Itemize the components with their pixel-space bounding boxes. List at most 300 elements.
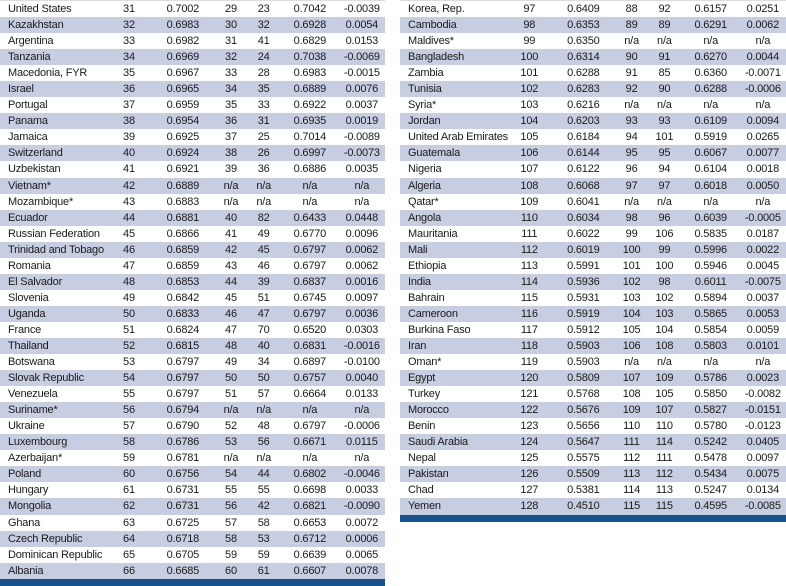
cell-score_b: 0.6797 (293, 307, 327, 320)
cell-rank_b: 104 (622, 307, 641, 320)
cell-rank: 117 (520, 323, 538, 336)
cell-rank_c: 25 (257, 131, 270, 144)
cell-country: Qatar* (408, 195, 439, 208)
cell-country: France (8, 323, 42, 336)
cell-score_b: 0.6837 (293, 275, 327, 288)
table-row (0, 498, 385, 514)
cell-rank: 124 (520, 436, 539, 449)
cell-rank: 32 (123, 19, 135, 32)
cell-rank_b: 106 (622, 340, 641, 352)
cell-rank_b: 43 (225, 259, 237, 272)
cell-score: 0.6859 (166, 243, 200, 256)
table-row (400, 338, 786, 354)
table-row (0, 450, 385, 466)
table-row (400, 450, 786, 466)
table-row (400, 498, 786, 514)
cell-rank_c: 101 (655, 131, 674, 144)
cell-rank: 38 (123, 115, 135, 128)
cell-rank_b: 94 (625, 131, 638, 144)
cell-score: 0.6314 (567, 51, 600, 64)
table-row (0, 322, 385, 338)
cell-rank_b: 53 (225, 436, 237, 449)
table-row (0, 81, 385, 97)
cell-country: India (408, 275, 431, 288)
cell-rank_c: 39 (257, 275, 270, 288)
cell-change: 0.0054 (345, 19, 379, 32)
cell-change: 0.0065 (345, 548, 379, 561)
cell-score: 0.5381 (567, 484, 600, 497)
cell-score_b: 0.6157 (694, 3, 727, 16)
cell-change: -0.0039 (343, 3, 380, 16)
table-row (0, 547, 385, 563)
cell-score_b: 0.6745 (293, 291, 327, 304)
table-row (400, 17, 786, 33)
table-row (400, 402, 786, 418)
cell-rank: 112 (520, 243, 538, 256)
table-row (0, 1, 385, 17)
table-row (400, 418, 786, 434)
cell-change: 0.0134 (746, 484, 780, 497)
cell-rank_b: 96 (625, 163, 638, 176)
cell-score_b: n/a (703, 99, 719, 112)
cell-score_b: 0.6797 (293, 420, 327, 433)
cell-rank_c: 110 (655, 420, 673, 433)
cell-rank_c: 42 (257, 500, 270, 513)
cell-rank_c: 113 (655, 484, 673, 497)
cell-rank_b: 95 (625, 147, 638, 160)
cell-country: Ghana (8, 516, 41, 529)
cell-rank: 49 (123, 291, 135, 304)
cell-rank_c: 50 (257, 372, 270, 385)
cell-country: Tunisia (408, 83, 442, 96)
table-row (0, 290, 385, 306)
cell-rank: 54 (123, 372, 135, 385)
cell-rank_c: 85 (658, 67, 671, 80)
cell-score: 0.6824 (166, 323, 200, 336)
table-row (400, 354, 786, 370)
cell-score_b: 0.6797 (293, 259, 327, 272)
cell-rank_c: 91 (658, 51, 671, 64)
cell-change: 0.0251 (746, 3, 780, 16)
cell-score: 0.5903 (567, 356, 600, 369)
cell-country: Maldives* (408, 35, 454, 48)
cell-rank: 51 (123, 323, 135, 336)
cell-change: -0.0071 (744, 67, 781, 80)
cell-country: Romania (8, 259, 51, 272)
cell-score: 0.6853 (166, 275, 200, 288)
cell-country: Albania (8, 564, 44, 577)
cell-score_b: 0.7042 (293, 3, 327, 16)
cell-rank: 108 (520, 179, 539, 192)
cell-rank_c: 90 (658, 83, 671, 96)
cell-score_b: 0.6018 (694, 179, 727, 192)
table-row (0, 210, 385, 226)
cell-rank: 33 (123, 35, 135, 48)
cell-change: 0.0062 (345, 259, 379, 272)
cell-rank: 116 (520, 307, 538, 320)
table-row (0, 386, 385, 402)
cell-country: Venezuela (8, 388, 58, 401)
cell-score: 0.6954 (166, 115, 200, 128)
cell-rank_b: 34 (225, 83, 237, 96)
cell-score_b: 0.5786 (694, 372, 727, 385)
cell-score_b: 0.7014 (293, 131, 327, 144)
cell-score: 0.6409 (567, 3, 600, 16)
cell-rank: 65 (123, 548, 135, 561)
cell-rank_c: 28 (257, 67, 270, 80)
table-row (400, 290, 786, 306)
table-row (400, 466, 786, 482)
cell-score_b: 0.6639 (293, 548, 327, 561)
cell-country: Jamaica (8, 131, 48, 144)
cell-country: Azerbaijan* (8, 452, 63, 465)
cell-country: Mozambique* (8, 195, 74, 208)
cell-rank_b: 44 (225, 275, 237, 288)
cell-score_b: 0.6831 (293, 340, 327, 352)
cell-rank_b: 115 (623, 500, 641, 513)
cell-rank_c: 61 (257, 564, 270, 577)
cell-score: 0.6144 (567, 147, 600, 160)
cell-rank_b: 40 (225, 211, 237, 224)
cell-score: 0.5991 (567, 259, 600, 272)
table-row (0, 258, 385, 274)
cell-rank: 58 (123, 436, 135, 449)
cell-country: Cambodia (408, 19, 457, 32)
cell-change: 0.0303 (345, 323, 379, 336)
cell-rank_c: 34 (257, 356, 270, 369)
cell-score_b: 0.5865 (694, 307, 727, 320)
table-row (400, 1, 786, 17)
cell-score: 0.6969 (166, 51, 200, 64)
cell-rank_c: 82 (257, 211, 270, 224)
cell-rank_b: n/a (624, 35, 639, 48)
cell-score: 0.6794 (166, 404, 200, 417)
cell-country: Vietnam* (8, 179, 51, 192)
cell-change: -0.0073 (343, 147, 380, 160)
table-row (400, 65, 786, 81)
cell-rank: 35 (123, 67, 135, 80)
cell-rank_b: 39 (225, 163, 237, 176)
cell-rank_b: 89 (625, 19, 638, 32)
cell-score_b: 0.5835 (694, 227, 727, 240)
cell-score_b: n/a (302, 195, 318, 208)
cell-country: Russian Federation (8, 227, 100, 240)
cell-country: El Salvador (8, 275, 63, 288)
cell-score: 0.6797 (166, 356, 200, 369)
cell-score: 0.6781 (166, 452, 200, 465)
cell-rank: 98 (523, 19, 536, 32)
cell-country: Suriname* (8, 404, 58, 417)
cell-score_b: 0.6829 (293, 35, 327, 48)
cell-change: 0.0075 (746, 468, 780, 481)
cell-rank_c: 47 (257, 307, 270, 320)
cell-rank_b: 38 (225, 147, 237, 160)
cell-rank_b: 100 (622, 243, 641, 256)
cell-change: 0.0448 (345, 211, 379, 224)
cell-country: Luxembourg (8, 436, 68, 449)
cell-rank: 102 (520, 83, 539, 96)
cell-rank_c: 102 (655, 291, 674, 304)
cell-change: -0.0069 (343, 51, 380, 64)
cell-rank_c: 70 (257, 323, 270, 336)
cell-change: n/a (354, 452, 370, 465)
cell-rank_b: 88 (625, 3, 638, 16)
cell-rank: 62 (123, 500, 135, 513)
cell-score: 0.6216 (567, 99, 600, 112)
cell-rank_c: 105 (655, 388, 674, 401)
cell-rank: 45 (123, 227, 135, 240)
cell-rank: 118 (520, 340, 538, 352)
cell-score: 0.6833 (166, 307, 200, 320)
cell-score_b: n/a (302, 179, 318, 192)
cell-score_b: 0.5780 (694, 420, 727, 433)
cell-change: -0.0006 (744, 83, 781, 96)
rankings-table-left (0, 0, 385, 586)
cell-score_b: 0.6897 (293, 356, 327, 369)
table-row (0, 17, 385, 33)
cell-rank: 43 (123, 195, 135, 208)
cell-country: Slovak Republic (8, 372, 84, 385)
cell-change: 0.0094 (746, 115, 780, 128)
cell-rank_b: 98 (625, 211, 638, 224)
table-row (400, 49, 786, 65)
cell-score_b: 0.6712 (293, 532, 327, 545)
cell-change: 0.0036 (345, 307, 379, 320)
cell-score: 0.6967 (166, 67, 200, 80)
cell-rank_b: 107 (622, 372, 641, 385)
cell-change: -0.0151 (744, 404, 781, 417)
cell-score_b: 0.6067 (694, 147, 727, 160)
cell-score: 0.6921 (166, 163, 200, 176)
cell-change: 0.0059 (746, 323, 780, 336)
cell-rank_b: 50 (225, 372, 237, 385)
cell-change: -0.0082 (744, 388, 781, 401)
cell-rank_c: 33 (257, 99, 270, 112)
table-row (0, 65, 385, 81)
cell-country: Morocco (408, 404, 449, 417)
cell-change: -0.0085 (744, 500, 781, 513)
cell-rank_b: 91 (625, 67, 638, 80)
cell-rank_b: 110 (623, 420, 641, 433)
cell-score_b: 0.5247 (694, 484, 727, 497)
cell-score: 0.6786 (166, 436, 200, 449)
cell-score: 0.7002 (166, 3, 200, 16)
table-row (0, 194, 385, 210)
cell-score_b: 0.5478 (694, 452, 727, 465)
cell-score: 0.5809 (567, 372, 600, 385)
cell-rank_c: 93 (658, 115, 671, 128)
cell-score_b: 0.6011 (694, 275, 727, 288)
cell-country: Kazakhstan (8, 19, 64, 32)
cell-change: 0.0040 (345, 372, 379, 385)
cell-country: Portugal (8, 99, 48, 112)
table-row (0, 482, 385, 498)
cell-score: 0.6731 (166, 500, 200, 513)
cell-change: -0.0046 (343, 468, 380, 481)
table-row (0, 370, 385, 386)
cell-rank_b: 56 (225, 500, 237, 513)
cell-rank: 61 (123, 484, 135, 497)
cell-rank_b: 105 (622, 323, 641, 336)
cell-rank: 56 (123, 404, 135, 417)
cell-score_b: 0.6698 (293, 484, 327, 497)
cell-score: 0.5647 (567, 436, 600, 449)
cell-rank_c: n/a (657, 356, 672, 369)
cell-score_b: 0.6433 (293, 211, 327, 224)
cell-score_b: 0.6886 (293, 163, 327, 176)
cell-change: 0.0077 (746, 147, 780, 160)
cell-country: Benin (408, 420, 436, 433)
cell-score: 0.5936 (567, 275, 600, 288)
cell-rank: 60 (123, 468, 135, 481)
cell-rank_b: n/a (624, 356, 639, 369)
cell-rank_c: 41 (257, 35, 270, 48)
cell-rank_b: 99 (625, 227, 638, 240)
cell-change: 0.0097 (746, 452, 780, 465)
cell-rank_b: 97 (625, 179, 638, 192)
cell-score_b: 0.6928 (293, 19, 327, 32)
cell-rank_b: n/a (223, 179, 239, 192)
cell-country: Uzbekistan (8, 163, 61, 176)
cell-score_b: 0.5854 (694, 323, 727, 336)
cell-rank_c: 103 (655, 307, 674, 320)
table-row (400, 161, 786, 177)
cell-country: Syria* (408, 99, 437, 112)
cell-rank: 63 (123, 516, 135, 529)
cell-score_b: n/a (703, 35, 719, 48)
table-row (400, 97, 786, 113)
cell-rank: 127 (520, 484, 539, 497)
cell-rank_c: 24 (257, 51, 270, 64)
cell-country: Chad (408, 484, 434, 497)
cell-rank: 42 (123, 179, 135, 192)
cell-country: Argentina (8, 35, 54, 48)
cell-rank_b: 47 (225, 323, 237, 336)
cell-score_b: 0.6671 (293, 436, 327, 449)
cell-score_b: 0.6520 (293, 323, 327, 336)
cell-country: Hungary (8, 484, 49, 497)
cell-country: Nepal (408, 452, 436, 465)
cell-score: 0.6288 (567, 67, 600, 80)
cell-rank: 57 (123, 420, 135, 433)
cell-score: 0.6965 (166, 83, 200, 96)
cell-score: 0.6959 (166, 99, 200, 112)
cell-country: Czech Republic (8, 532, 83, 545)
table-rows (0, 1, 385, 579)
table-row (400, 178, 786, 194)
cell-score_b: 0.6935 (293, 115, 327, 128)
cell-rank_c: 98 (658, 275, 671, 288)
table-footer-bar (400, 515, 786, 522)
cell-change: 0.0078 (345, 564, 379, 577)
cell-country: Panama (8, 115, 48, 128)
cell-change: 0.0006 (345, 532, 379, 545)
cell-change: 0.0097 (345, 291, 379, 304)
cell-score: 0.6859 (166, 259, 200, 272)
cell-rank_b: 58 (225, 532, 237, 545)
cell-score: 0.6022 (567, 227, 600, 240)
cell-rank: 123 (520, 420, 539, 433)
cell-change: 0.0115 (346, 436, 378, 449)
cell-change: 0.0033 (345, 484, 379, 497)
cell-country: Yemen (408, 500, 441, 513)
table-row (0, 418, 385, 434)
table-row (0, 466, 385, 482)
cell-score_b: n/a (302, 452, 318, 465)
cell-score: 0.6756 (166, 468, 200, 481)
cell-score_b: 0.5946 (694, 259, 727, 272)
cell-score: 0.6718 (166, 532, 200, 545)
cell-rank_c: 40 (257, 340, 270, 352)
cell-rank: 41 (123, 163, 135, 176)
table-row (0, 145, 385, 161)
cell-rank: 39 (123, 131, 135, 144)
cell-rank_b: 101 (622, 259, 641, 272)
table-row (0, 531, 385, 547)
cell-rank: 120 (520, 372, 539, 385)
cell-score: 0.6881 (166, 211, 200, 224)
cell-score: 0.5919 (567, 307, 600, 320)
cell-score_b: 0.6922 (293, 99, 327, 112)
table-row (400, 386, 786, 402)
cell-change: 0.0022 (746, 243, 780, 256)
table-row (0, 354, 385, 370)
cell-country: Ukraine (8, 420, 45, 433)
cell-rank_c: 100 (655, 259, 674, 272)
table-row (400, 113, 786, 129)
cell-rank_b: 54 (225, 468, 237, 481)
cell-score: 0.6982 (166, 35, 200, 48)
cell-score_b: n/a (703, 356, 719, 369)
cell-change: 0.0153 (345, 35, 379, 48)
cell-change: 0.0101 (746, 340, 780, 352)
cell-rank: 97 (523, 3, 536, 16)
cell-score: 0.5903 (567, 340, 600, 352)
cell-rank_c: 94 (658, 163, 671, 176)
table-row (0, 33, 385, 49)
table-row (400, 145, 786, 161)
cell-rank_c: n/a (657, 195, 672, 208)
cell-change: 0.0035 (345, 163, 379, 176)
cell-country: Iran (408, 340, 427, 352)
table-row (400, 434, 786, 450)
cell-rank: 66 (123, 564, 135, 577)
cell-score: 0.6866 (166, 227, 200, 240)
cell-score: 0.5912 (567, 323, 600, 336)
cell-rank_b: 51 (225, 388, 237, 401)
cell-rank_b: 102 (622, 275, 641, 288)
table-row (400, 322, 786, 338)
cell-score: 0.6122 (567, 163, 600, 176)
cell-rank: 48 (123, 275, 135, 288)
cell-score: 0.5768 (567, 388, 600, 401)
cell-rank_c: 58 (257, 516, 270, 529)
cell-score_b: 0.5242 (694, 436, 727, 449)
cell-change: -0.0090 (343, 500, 380, 513)
cell-change: 0.0062 (345, 243, 379, 256)
cell-rank: 103 (520, 99, 539, 112)
cell-change: 0.0062 (746, 19, 780, 32)
cell-change: n/a (755, 195, 771, 208)
cell-rank: 46 (123, 243, 135, 256)
cell-rank_c: 36 (257, 163, 270, 176)
cell-rank_b: 52 (225, 420, 237, 433)
cell-score: 0.5676 (567, 404, 600, 417)
cell-change: -0.0006 (343, 420, 380, 433)
cell-rank_b: n/a (624, 195, 639, 208)
cell-score: 0.6283 (567, 83, 600, 96)
cell-country: United Arab Emirates (408, 131, 508, 144)
